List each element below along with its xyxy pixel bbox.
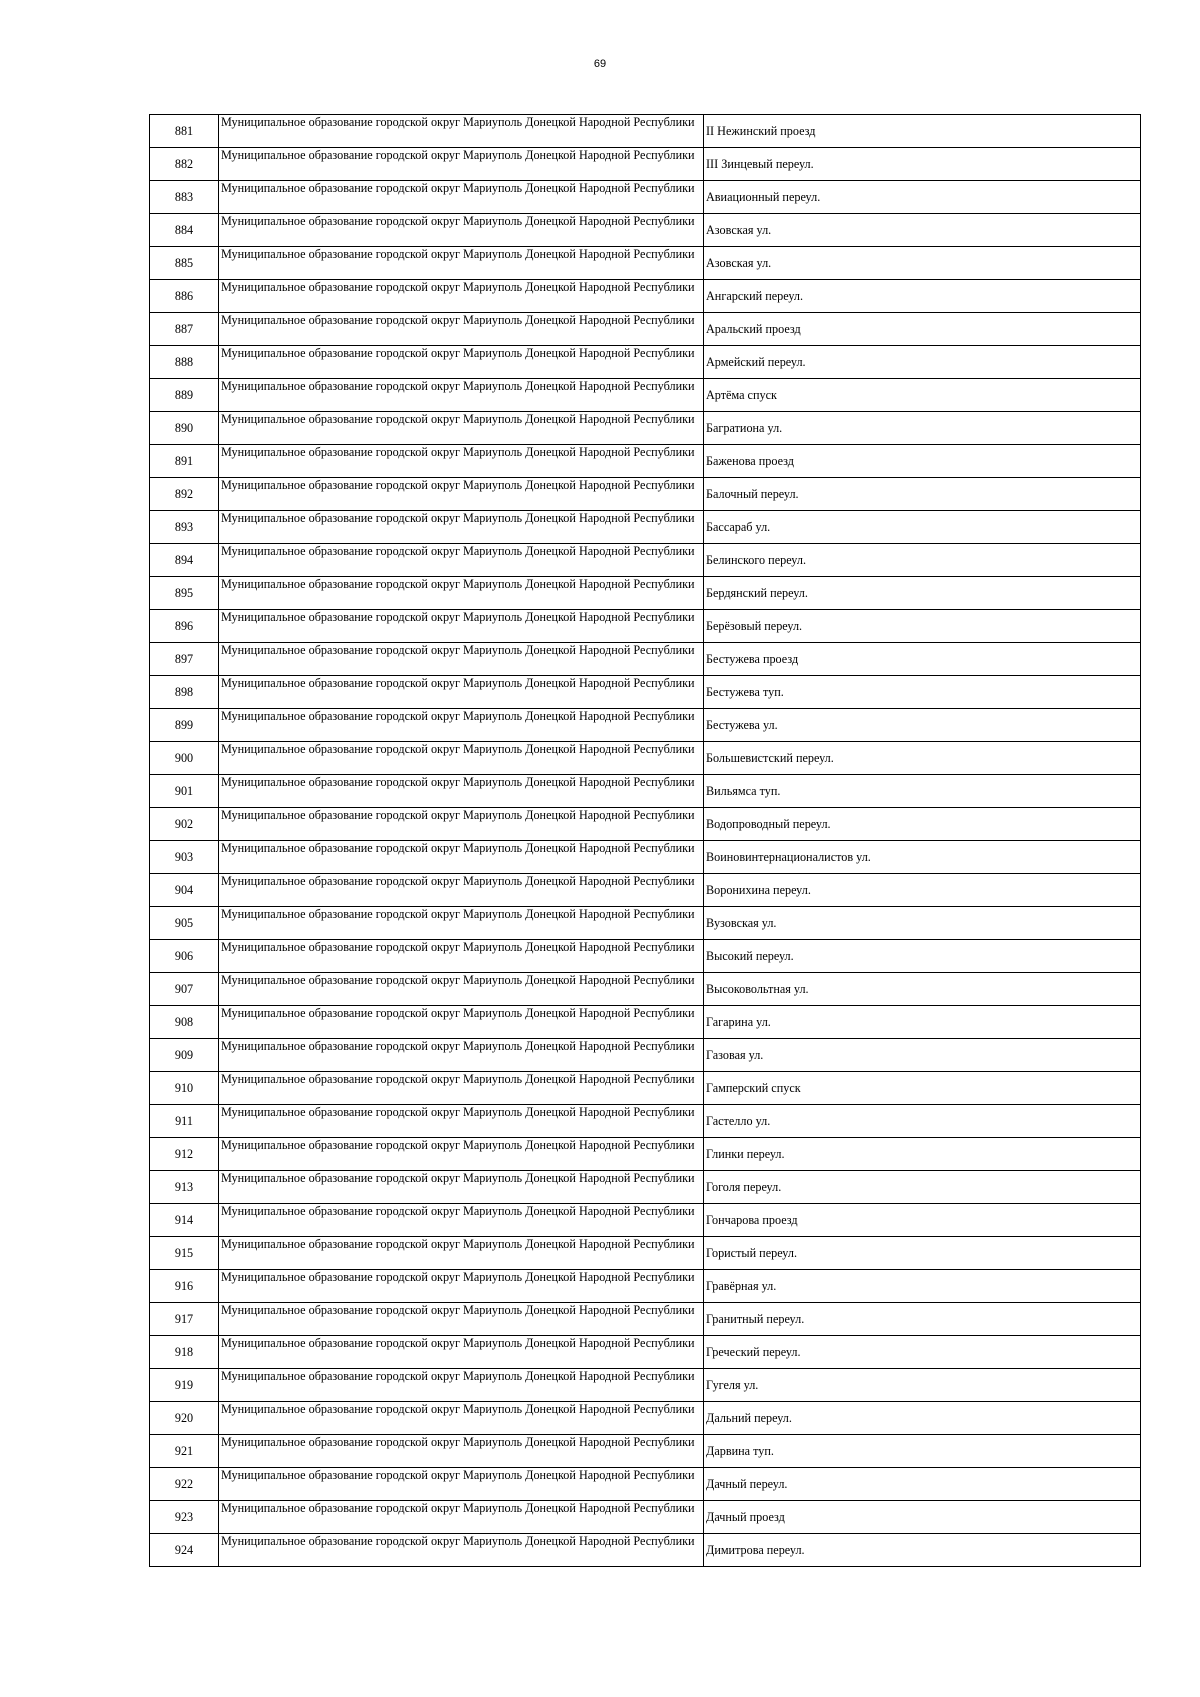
street-cell: Газовая ул.: [704, 1039, 1141, 1072]
municipality-cell: Муниципальное образование городской округ Мариуполь Донецкой Народной Республики: [219, 1336, 704, 1369]
municipality-cell: Муниципальное образование городской округ Мариуполь Донецкой Народной Республики: [219, 940, 704, 973]
row-number-cell: 896: [150, 610, 219, 643]
street-cell: Дачный проезд: [704, 1501, 1141, 1534]
municipality-cell: Муниципальное образование городской округ Мариуполь Донецкой Народной Республики: [219, 412, 704, 445]
municipality-cell: Муниципальное образование городской округ Мариуполь Донецкой Народной Республики: [219, 1204, 704, 1237]
street-cell: Воиновинтернационалистов ул.: [704, 841, 1141, 874]
street-cell: Баженова проезд: [704, 445, 1141, 478]
table-row: [150, 1105, 1141, 1138]
street-cell: Вильямса туп.: [704, 775, 1141, 808]
street-cell: Воронихина переул.: [704, 874, 1141, 907]
street-cell: Ангарский переул.: [704, 280, 1141, 313]
table-row: [150, 1369, 1141, 1402]
row-number-cell: 902: [150, 808, 219, 841]
street-cell: Водопроводный переул.: [704, 808, 1141, 841]
row-number-cell: 883: [150, 181, 219, 214]
row-number-cell: 888: [150, 346, 219, 379]
row-number-cell: 891: [150, 445, 219, 478]
table-row: [150, 1402, 1141, 1435]
street-cell: Артёма спуск: [704, 379, 1141, 412]
table-row: [150, 577, 1141, 610]
street-cell: Азовская ул.: [704, 214, 1141, 247]
street-cell: Гамперский спуск: [704, 1072, 1141, 1105]
street-cell: Димитрова переул.: [704, 1534, 1141, 1567]
row-number-cell: 895: [150, 577, 219, 610]
municipality-cell: Муниципальное образование городской округ Мариуполь Донецкой Народной Республики: [219, 445, 704, 478]
table-row: [150, 478, 1141, 511]
table-row: [150, 742, 1141, 775]
street-cell: Багратиона ул.: [704, 412, 1141, 445]
municipality-cell: Муниципальное образование городской округ Мариуполь Донецкой Народной Республики: [219, 313, 704, 346]
street-cell: Белинского переул.: [704, 544, 1141, 577]
table-row: [150, 709, 1141, 742]
table-row: [150, 346, 1141, 379]
street-cell: Гранитный переул.: [704, 1303, 1141, 1336]
municipality-cell: Муниципальное образование городской округ Мариуполь Донецкой Народной Республики: [219, 1534, 704, 1567]
street-cell: Армейский переул.: [704, 346, 1141, 379]
municipality-cell: Муниципальное образование городской округ Мариуполь Донецкой Народной Республики: [219, 577, 704, 610]
municipality-cell: Муниципальное образование городской округ Мариуполь Донецкой Народной Республики: [219, 148, 704, 181]
row-number-cell: 889: [150, 379, 219, 412]
table-row: [150, 973, 1141, 1006]
row-number-cell: 882: [150, 148, 219, 181]
street-cell: Гоголя переул.: [704, 1171, 1141, 1204]
street-cell: Дальний переул.: [704, 1402, 1141, 1435]
street-cell: II Нежинский проезд: [704, 115, 1141, 148]
table-row: [150, 1534, 1141, 1567]
street-cell: Высокий переул.: [704, 940, 1141, 973]
table-row: [150, 1336, 1141, 1369]
row-number-cell: 921: [150, 1435, 219, 1468]
page-number: 69: [593, 58, 607, 70]
street-cell: Глинки переул.: [704, 1138, 1141, 1171]
street-cell: Гугеля ул.: [704, 1369, 1141, 1402]
municipality-cell: Муниципальное образование городской округ Мариуполь Донецкой Народной Республики: [219, 379, 704, 412]
municipality-cell: Муниципальное образование городской округ Мариуполь Донецкой Народной Республики: [219, 478, 704, 511]
table-row: [150, 1171, 1141, 1204]
street-cell: Бестужева проезд: [704, 643, 1141, 676]
table-row: [150, 181, 1141, 214]
street-cell: Вузовская ул.: [704, 907, 1141, 940]
table-row: [150, 940, 1141, 973]
row-number-cell: 904: [150, 874, 219, 907]
table-row: [150, 1270, 1141, 1303]
row-number-cell: 899: [150, 709, 219, 742]
row-number-cell: 919: [150, 1369, 219, 1402]
table-row: [150, 1138, 1141, 1171]
row-number-cell: 881: [150, 115, 219, 148]
municipality-cell: Муниципальное образование городской округ Мариуполь Донецкой Народной Республики: [219, 1402, 704, 1435]
municipality-cell: Муниципальное образование городской округ Мариуполь Донецкой Народной Республики: [219, 346, 704, 379]
table-row: [150, 874, 1141, 907]
row-number-cell: 916: [150, 1270, 219, 1303]
municipality-cell: Муниципальное образование городской округ Мариуполь Донецкой Народной Республики: [219, 511, 704, 544]
table-row: [150, 1501, 1141, 1534]
municipality-cell: Муниципальное образование городской округ Мариуполь Донецкой Народной Республики: [219, 1171, 704, 1204]
row-number-cell: 913: [150, 1171, 219, 1204]
street-cell: Балочный переул.: [704, 478, 1141, 511]
municipality-cell: Муниципальное образование городской округ Мариуполь Донецкой Народной Республики: [219, 709, 704, 742]
table-row: [150, 643, 1141, 676]
row-number-cell: 884: [150, 214, 219, 247]
table-row: [150, 148, 1141, 181]
street-cell: Бассараб ул.: [704, 511, 1141, 544]
row-number-cell: 898: [150, 676, 219, 709]
street-cell: III Зинцевый переул.: [704, 148, 1141, 181]
table-row: [150, 445, 1141, 478]
municipality-cell: Муниципальное образование городской округ Мариуполь Донецкой Народной Республики: [219, 181, 704, 214]
municipality-cell: Муниципальное образование городской округ Мариуполь Донецкой Народной Республики: [219, 610, 704, 643]
municipality-cell: Муниципальное образование городской округ Мариуполь Донецкой Народной Республики: [219, 214, 704, 247]
municipality-cell: Муниципальное образование городской округ Мариуполь Донецкой Народной Республики: [219, 1138, 704, 1171]
table-row: [150, 1237, 1141, 1270]
municipality-cell: Муниципальное образование городской округ Мариуполь Донецкой Народной Республики: [219, 1072, 704, 1105]
table-row: [150, 1204, 1141, 1237]
table-body: [150, 115, 1141, 1567]
street-cell: Аральский проезд: [704, 313, 1141, 346]
street-cell: Дачный переул.: [704, 1468, 1141, 1501]
table-row: [150, 610, 1141, 643]
row-number-cell: 912: [150, 1138, 219, 1171]
row-number-cell: 897: [150, 643, 219, 676]
table-row: [150, 412, 1141, 445]
table-row: [150, 379, 1141, 412]
municipality-cell: Муниципальное образование городской округ Мариуполь Донецкой Народной Республики: [219, 1435, 704, 1468]
street-cell: Гравёрная ул.: [704, 1270, 1141, 1303]
municipality-cell: Муниципальное образование городской округ Мариуполь Донецкой Народной Республики: [219, 676, 704, 709]
municipality-cell: Муниципальное образование городской округ Мариуполь Донецкой Народной Республики: [219, 1006, 704, 1039]
municipality-cell: Муниципальное образование городской округ Мариуполь Донецкой Народной Республики: [219, 841, 704, 874]
municipality-cell: Муниципальное образование городской округ Мариуполь Донецкой Народной Республики: [219, 1039, 704, 1072]
municipality-cell: Муниципальное образование городской округ Мариуполь Донецкой Народной Республики: [219, 1237, 704, 1270]
municipality-cell: Муниципальное образование городской округ Мариуполь Донецкой Народной Республики: [219, 1270, 704, 1303]
row-number-cell: 905: [150, 907, 219, 940]
municipality-cell: Муниципальное образование городской округ Мариуполь Донецкой Народной Республики: [219, 1468, 704, 1501]
row-number-cell: 922: [150, 1468, 219, 1501]
municipality-cell: Муниципальное образование городской округ Мариуполь Донецкой Народной Республики: [219, 1105, 704, 1138]
row-number-cell: 885: [150, 247, 219, 280]
table-row: [150, 214, 1141, 247]
row-number-cell: 923: [150, 1501, 219, 1534]
municipality-cell: Муниципальное образование городской округ Мариуполь Донецкой Народной Республики: [219, 808, 704, 841]
street-cell: Греческий переул.: [704, 1336, 1141, 1369]
table-row: [150, 775, 1141, 808]
row-number-cell: 890: [150, 412, 219, 445]
row-number-cell: 903: [150, 841, 219, 874]
row-number-cell: 924: [150, 1534, 219, 1567]
municipality-cell: Муниципальное образование городской округ Мариуполь Донецкой Народной Республики: [219, 907, 704, 940]
table-row: [150, 280, 1141, 313]
row-number-cell: 907: [150, 973, 219, 1006]
row-number-cell: 914: [150, 1204, 219, 1237]
row-number-cell: 908: [150, 1006, 219, 1039]
municipality-cell: Муниципальное образование городской округ Мариуполь Донецкой Народной Республики: [219, 775, 704, 808]
table-row: [150, 511, 1141, 544]
table-row: [150, 1303, 1141, 1336]
municipality-cell: Муниципальное образование городской округ Мариуполь Донецкой Народной Республики: [219, 115, 704, 148]
table-row: [150, 544, 1141, 577]
row-number-cell: 887: [150, 313, 219, 346]
row-number-cell: 886: [150, 280, 219, 313]
table-row: [150, 115, 1141, 148]
table-row: [150, 247, 1141, 280]
row-number-cell: 901: [150, 775, 219, 808]
municipality-cell: Муниципальное образование городской округ Мариуполь Донецкой Народной Республики: [219, 1501, 704, 1534]
table-row: [150, 1468, 1141, 1501]
row-number-cell: 892: [150, 478, 219, 511]
street-cell: Гагарина ул.: [704, 1006, 1141, 1039]
row-number-cell: 906: [150, 940, 219, 973]
table-row: [150, 1039, 1141, 1072]
municipality-cell: Муниципальное образование городской округ Мариуполь Донецкой Народной Республики: [219, 643, 704, 676]
table-row: [150, 841, 1141, 874]
street-cell: Берёзовый переул.: [704, 610, 1141, 643]
row-number-cell: 920: [150, 1402, 219, 1435]
table-row: [150, 676, 1141, 709]
row-number-cell: 911: [150, 1105, 219, 1138]
row-number-cell: 900: [150, 742, 219, 775]
row-number-cell: 893: [150, 511, 219, 544]
row-number-cell: 910: [150, 1072, 219, 1105]
row-number-cell: 918: [150, 1336, 219, 1369]
row-number-cell: 894: [150, 544, 219, 577]
street-cell: Гористый переул.: [704, 1237, 1141, 1270]
municipality-cell: Муниципальное образование городской округ Мариуполь Донецкой Народной Республики: [219, 1303, 704, 1336]
municipality-cell: Муниципальное образование городской округ Мариуполь Донецкой Народной Республики: [219, 247, 704, 280]
table-row: [150, 808, 1141, 841]
municipality-cell: Муниципальное образование городской округ Мариуполь Донецкой Народной Республики: [219, 1369, 704, 1402]
street-cell: Бестужева туп.: [704, 676, 1141, 709]
street-cell: Гончарова проезд: [704, 1204, 1141, 1237]
street-cell: Азовская ул.: [704, 247, 1141, 280]
table-row: [150, 1072, 1141, 1105]
municipality-cell: Муниципальное образование городской округ Мариуполь Донецкой Народной Республики: [219, 742, 704, 775]
street-cell: Бестужева ул.: [704, 709, 1141, 742]
municipality-cell: Муниципальное образование городской округ Мариуполь Донецкой Народной Республики: [219, 874, 704, 907]
street-cell: Высоковольтная ул.: [704, 973, 1141, 1006]
table-row: [150, 907, 1141, 940]
municipality-cell: Муниципальное образование городской округ Мариуполь Донецкой Народной Республики: [219, 544, 704, 577]
street-cell: Дарвина туп.: [704, 1435, 1141, 1468]
table-row: [150, 1006, 1141, 1039]
street-cell: Большевистский переул.: [704, 742, 1141, 775]
municipality-cell: Муниципальное образование городской округ Мариуполь Донецкой Народной Республики: [219, 280, 704, 313]
street-cell: Бердянский переул.: [704, 577, 1141, 610]
row-number-cell: 915: [150, 1237, 219, 1270]
table-row: [150, 1435, 1141, 1468]
row-number-cell: 909: [150, 1039, 219, 1072]
street-cell: Авиационный переул.: [704, 181, 1141, 214]
municipality-cell: Муниципальное образование городской округ Мариуполь Донецкой Народной Республики: [219, 973, 704, 1006]
street-register-table: [149, 114, 1141, 1567]
street-cell: Гастелло ул.: [704, 1105, 1141, 1138]
table-row: [150, 313, 1141, 346]
row-number-cell: 917: [150, 1303, 219, 1336]
